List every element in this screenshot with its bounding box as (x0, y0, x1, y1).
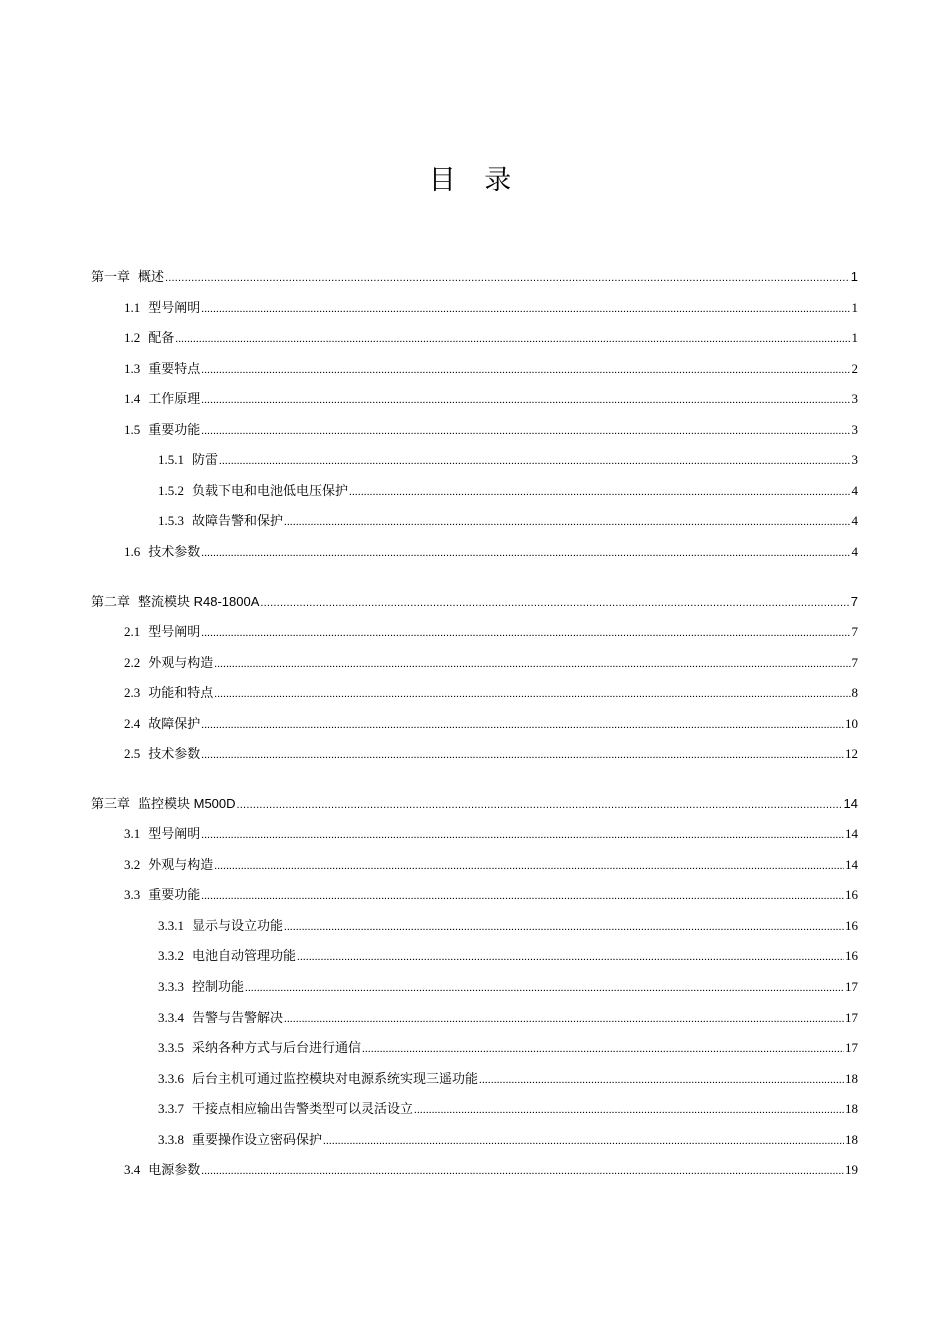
toc-entry-section[interactable] (124, 1159, 858, 1177)
toc-entry-number: 3.2 (124, 857, 141, 872)
toc-entry-number: 1.2 (124, 330, 141, 345)
toc-entry-subsection[interactable] (158, 1068, 858, 1086)
dot-leader (245, 982, 844, 994)
toc-entry-subsection[interactable] (158, 976, 858, 994)
toc-entry-page-number: 2 (851, 361, 858, 376)
dot-leader (284, 1013, 844, 1025)
toc-entry-number: 3.3.4 (158, 1010, 184, 1025)
toc-entry-number: 2.3 (124, 685, 141, 700)
toc-entry-number: 3.3 (124, 887, 141, 902)
toc-entry-page-number: 7 (851, 624, 858, 639)
toc-entry-page-number: 4 (851, 544, 858, 559)
toc-entry-label: 干接点相应输出告警类型可以灵活设立 (192, 1101, 414, 1116)
dot-leader (479, 1074, 844, 1086)
toc-entry-page-number: 3 (851, 391, 858, 406)
toc-entry-number: 3.3.5 (158, 1040, 184, 1055)
toc-entry-subsection[interactable] (158, 1037, 858, 1055)
toc-entry-page-number: 14 (845, 857, 858, 872)
toc-entry-page-number: 16 (845, 887, 858, 902)
dot-leader (214, 688, 850, 700)
dot-leader (201, 719, 844, 731)
toc-entry-label: 工作原理 (148, 391, 201, 406)
toc-entry-section[interactable] (124, 327, 858, 345)
toc-entry-page-number: 17 (845, 979, 858, 994)
toc-entry-page-number: 12 (845, 746, 858, 761)
dot-leader (165, 272, 850, 284)
toc-entry-page-number: 3 (851, 422, 858, 437)
toc-entry-number: 3.3.8 (158, 1132, 184, 1147)
toc-entry-number: 3.3.6 (158, 1071, 184, 1086)
toc-entry-page-number: 7 (851, 655, 858, 670)
dot-leader (284, 921, 844, 933)
toc-entry-page-number: 14 (845, 826, 858, 841)
dot-leader (214, 860, 844, 872)
toc-entry-page-number: 1 (850, 269, 858, 284)
toc-entry-number: 1.5.3 (158, 513, 184, 528)
toc-entry-section[interactable] (124, 884, 858, 902)
toc-entry-label: 后台主机可通过监控模块对电源系统实现三遥功能 (192, 1071, 479, 1086)
toc-entry-section[interactable] (124, 743, 858, 761)
toc-entry-section[interactable] (124, 854, 858, 872)
toc-entry-label: 技术参数 (148, 746, 201, 761)
toc-entry-section[interactable] (124, 652, 858, 670)
dot-leader (201, 394, 850, 406)
toc-entry-number: 1.5.1 (158, 452, 184, 467)
toc-entry-subsection[interactable] (158, 945, 858, 963)
dot-leader (201, 749, 844, 761)
toc-entry-chapter[interactable] (91, 793, 858, 811)
toc-entry-page-number: 10 (845, 716, 858, 731)
toc-entry-label: 重要功能 (148, 887, 201, 902)
toc-entry-page-number: 4 (851, 483, 858, 498)
toc-entry-number: 1.1 (124, 300, 141, 315)
toc-entry-label: 概述 (138, 269, 165, 284)
toc-entry-label: 功能和特点 (148, 685, 214, 700)
toc-entry-number: 2.5 (124, 746, 141, 761)
toc-entry-label: 型号阐明 (148, 826, 201, 841)
toc-entry-subsection[interactable] (158, 480, 858, 498)
dot-leader (362, 1043, 844, 1055)
dot-leader (414, 1104, 844, 1116)
toc-entry-page-number: 18 (845, 1132, 858, 1147)
toc-entry-label: 监控模块 M500D (138, 796, 236, 811)
toc-entry-number: 2.2 (124, 655, 141, 670)
dot-leader (214, 658, 850, 670)
toc-entry-subsection[interactable] (158, 1129, 858, 1147)
toc-entry-number: 3.3.2 (158, 948, 184, 963)
dot-leader (201, 547, 850, 559)
toc-entry-label: 外观与构造 (148, 655, 214, 670)
dot-leader (323, 1135, 844, 1147)
toc-entry-label: 显示与设立功能 (192, 918, 284, 933)
dot-leader (201, 890, 844, 902)
toc-entry-label: 配备 (148, 330, 175, 345)
toc-entry-section[interactable] (124, 388, 858, 406)
toc-entry-page-number: 18 (845, 1101, 858, 1116)
toc-entry-subsection[interactable] (158, 915, 858, 933)
toc-entry-number: 3.3.7 (158, 1101, 184, 1116)
toc-entry-number: 3.3.1 (158, 918, 184, 933)
toc-entry-number: 1.5 (124, 422, 141, 437)
toc-entry-subsection[interactable] (158, 1007, 858, 1025)
dot-leader (349, 486, 850, 498)
toc-entry-label: 故障保护 (148, 716, 201, 731)
dot-leader (201, 303, 850, 315)
toc-entry-section[interactable] (124, 358, 858, 376)
dot-leader (219, 455, 850, 467)
toc-entry-page-number: 14 (843, 796, 858, 811)
toc-entry-page-number: 1 (851, 300, 858, 315)
toc-entry-number: 1.4 (124, 391, 141, 406)
dot-leader (284, 516, 850, 528)
toc-entry-label: 告警与告警解决 (192, 1010, 284, 1025)
toc-entry-chapter[interactable] (91, 591, 858, 609)
toc-entry-page-number: 17 (845, 1040, 858, 1055)
toc-entry-number: 3.4 (124, 1162, 141, 1177)
toc-entry-section[interactable] (124, 713, 858, 731)
toc-entry-number: 3.1 (124, 826, 141, 841)
dot-leader (201, 364, 850, 376)
toc-entry-number: 第三章 (91, 796, 131, 811)
toc-entry-label: 故障告警和保护 (192, 513, 284, 528)
dot-leader (201, 627, 850, 639)
toc-entry-page-number: 16 (845, 918, 858, 933)
toc-entry-number: 1.3 (124, 361, 141, 376)
toc-entry-page-number: 8 (851, 685, 858, 700)
toc-entry-section[interactable] (124, 419, 858, 437)
toc-entry-page-number: 18 (845, 1071, 858, 1086)
toc-entry-page-number: 17 (845, 1010, 858, 1025)
toc-entry-number: 2.1 (124, 624, 141, 639)
toc-entry-number: 第一章 (91, 269, 131, 284)
page-title: 目 录 (428, 165, 522, 196)
toc-entry-subsection[interactable] (158, 510, 858, 528)
dot-leader (201, 829, 844, 841)
dot-leader (175, 333, 850, 345)
toc-entry-label: 重要功能 (148, 422, 201, 437)
toc-entry-label: 整流模块 R48-1800A (138, 594, 260, 609)
toc-entry-section[interactable] (124, 541, 858, 559)
toc-entry-page-number: 3 (851, 452, 858, 467)
toc-entry-label: 控制功能 (192, 979, 245, 994)
toc-entry-label: 防雷 (192, 452, 219, 467)
toc-entry-number: 1.5.2 (158, 483, 184, 498)
toc-entry-section[interactable] (124, 823, 858, 841)
toc-entry-label: 采纳各种方式与后台进行通信 (192, 1040, 362, 1055)
toc-entry-page-number: 7 (850, 594, 858, 609)
toc-entry-label: 型号阐明 (148, 624, 201, 639)
toc-entry-number: 1.6 (124, 544, 141, 559)
toc-entry-section[interactable] (124, 297, 858, 315)
toc-entry-number: 2.4 (124, 716, 141, 731)
toc-entry-label: 外观与构造 (148, 857, 214, 872)
toc-entry-label: 负载下电和电池低电压保护 (192, 483, 349, 498)
toc-entry-chapter[interactable] (91, 266, 858, 284)
toc-entry-label: 电源参数 (148, 1162, 201, 1177)
toc-entry-subsection[interactable] (158, 449, 858, 467)
toc-entry-label: 技术参数 (148, 544, 201, 559)
toc-entry-subsection[interactable] (158, 1098, 858, 1116)
dot-leader (201, 425, 850, 437)
toc-entry-section[interactable] (124, 621, 858, 639)
dot-leader (237, 799, 843, 811)
toc-entry-page-number: 16 (845, 948, 858, 963)
dot-leader (260, 597, 849, 609)
toc-entry-page-number: 4 (851, 513, 858, 528)
toc-entry-label: 电池自动管理功能 (192, 948, 297, 963)
toc-entry-page-number: 1 (851, 330, 858, 345)
toc-entry-number: 3.3.3 (158, 979, 184, 994)
dot-leader (201, 1165, 844, 1177)
toc-entry-label: 重要操作设立密码保护 (192, 1132, 323, 1147)
toc-entry-label: 型号阐明 (148, 300, 201, 315)
toc-entry-page-number: 19 (845, 1162, 858, 1177)
toc-entry-number: 第二章 (91, 594, 131, 609)
dot-leader (297, 951, 844, 963)
toc-entry-label: 重要特点 (148, 361, 201, 376)
toc-entry-section[interactable] (124, 682, 858, 700)
